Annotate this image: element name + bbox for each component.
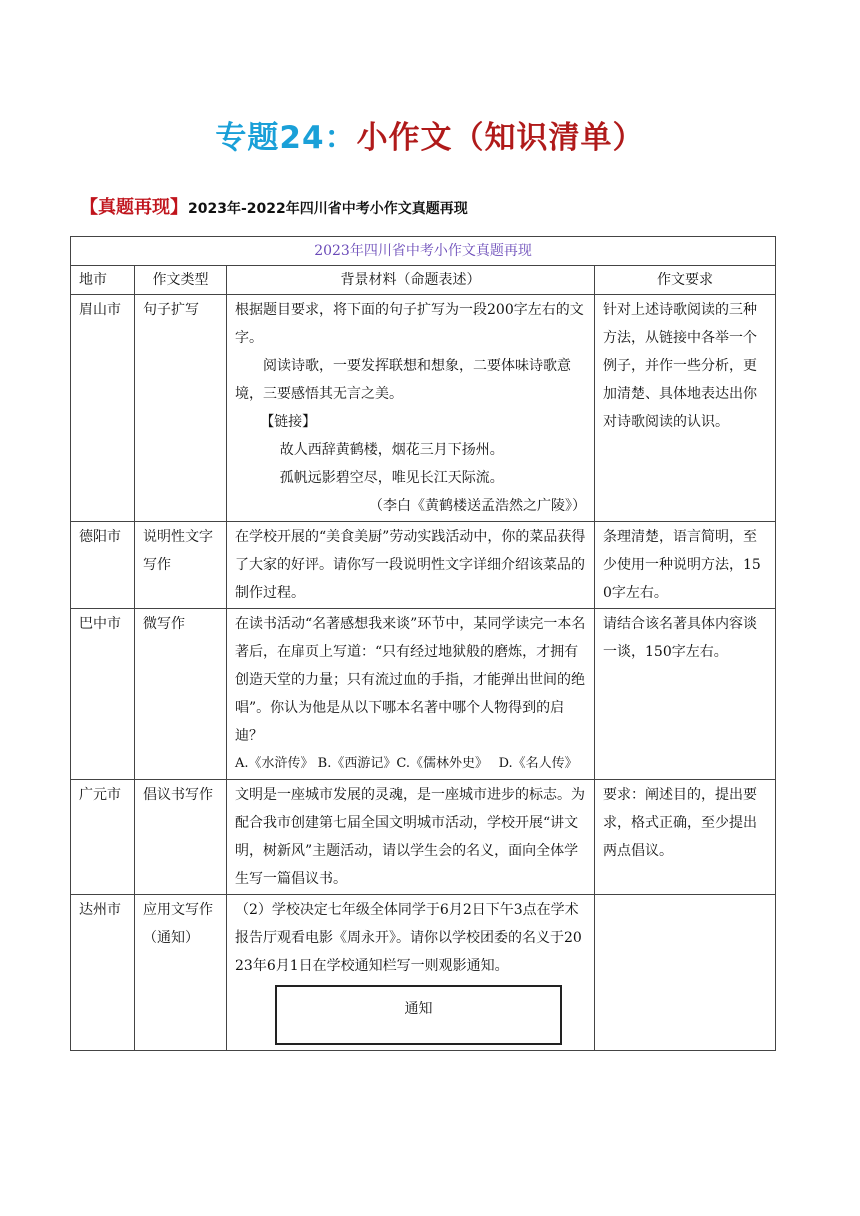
title-prefix: 专题24： [215,120,357,156]
cell-city: 达州市 [71,895,135,1051]
material-paragraph: （2）学校决定七年级全体同学于6月2日下午3点在学术报告厅观看电影《周永开》。请你以学校团委的名义于2023年6月1日在学校通知栏写一则观影通知。 [235,902,582,974]
table-row [71,780,776,895]
table-caption: 2023年四川省中考小作文真题再现 [71,237,776,266]
header-type: 作文类型 [135,266,227,295]
cell-requirement [595,895,776,1051]
cell-requirement: 请结合该名著具体内容谈一谈，150字左右。 [595,609,776,780]
poem-source: （李白《黄鹤楼送孟浩然之广陵》） [369,498,586,514]
section-text: 2023年-2022年四川省中考小作文真题再现 [188,201,468,217]
table-header-row [71,266,776,295]
section-heading [80,193,468,219]
cell-type: 微写作 [135,609,227,780]
cell-city: 德阳市 [71,522,135,609]
header-requirement: 作文要求 [595,266,776,295]
cell-requirement: 针对上述诗歌阅读的三种方法，从链接中各举一个例子，并作一些分析，更加清楚、具体地表达出你对诗歌阅读的认识。 [595,295,776,522]
table-row [71,522,776,609]
cell-material: 文明是一座城市发展的灵魂，是一座城市进步的标志。为配合我市创建第七届全国文明城市活动，学校开展“讲文明，树新风”主题活动，请以学生会的名义，面向全体学生写一篇倡议书。 [227,780,595,895]
cell-city: 广元市 [71,780,135,895]
table-caption-row [71,237,776,266]
cell-requirement: 条理清楚，语言简明，至少使用一种说明方法，150字左右。 [595,522,776,609]
cell-material [227,895,595,1051]
cell-type: 说明性文字写作 [135,522,227,609]
exam-table [70,236,776,1051]
cell-requirement: 要求：阐述目的，提出要求，格式正确，至少提出两点倡议。 [595,780,776,895]
header-city: 地市 [71,266,135,295]
poem-line: 故人西辞黄鹤楼，烟花三月下扬州。 [279,442,504,458]
cell-material [227,609,595,780]
cell-city: 眉山市 [71,295,135,522]
table-row [71,609,776,780]
cell-type: 应用文写作（通知） [135,895,227,1051]
title-main: 小作文（知识清单） [356,120,645,156]
material-paragraph: 阅读诗歌，一要发挥联想和想象，二要体味诗歌意境，三要感悟其无言之美。 [235,358,571,402]
cell-type: 倡议书写作 [135,780,227,895]
page-title [0,112,860,157]
table-row [71,295,776,522]
cell-type: 句子扩写 [135,295,227,522]
cell-material: 在学校开展的“美食美厨”劳动实践活动中，你的菜品获得了大家的好评。请你写一段说明性文字详细介绍该菜品的制作过程。 [227,522,595,609]
material-paragraph: 在读书活动“名著感想我来谈”环节中，某同学读完一本名著后，在扉页上写道：“只有经过地狱般的磨炼，才拥有创造天堂的力量；只有流过血的手指，才能弹出世间的绝唱”。你认为他是从以下哪本名著中哪个人物得到的启迪？ [235,616,586,744]
table-row [71,895,776,1051]
cell-material [227,295,595,522]
poem-line: 孤帆远影碧空尽，唯见长江天际流。 [279,470,504,486]
notice-box: 通知 [275,985,562,1045]
header-material: 背景材料（命题表述） [227,266,595,295]
material-paragraph: 根据题目要求，将下面的句子扩写为一段200字左右的文字。 [235,302,584,346]
section-tag: 【真题再现】 [80,197,188,218]
link-label: 【链接】 [260,414,317,430]
cell-city: 巴中市 [71,609,135,780]
options-line: A.《水浒传》 B.《西游记》C.《儒林外史》 D.《名人传》 [235,756,578,771]
